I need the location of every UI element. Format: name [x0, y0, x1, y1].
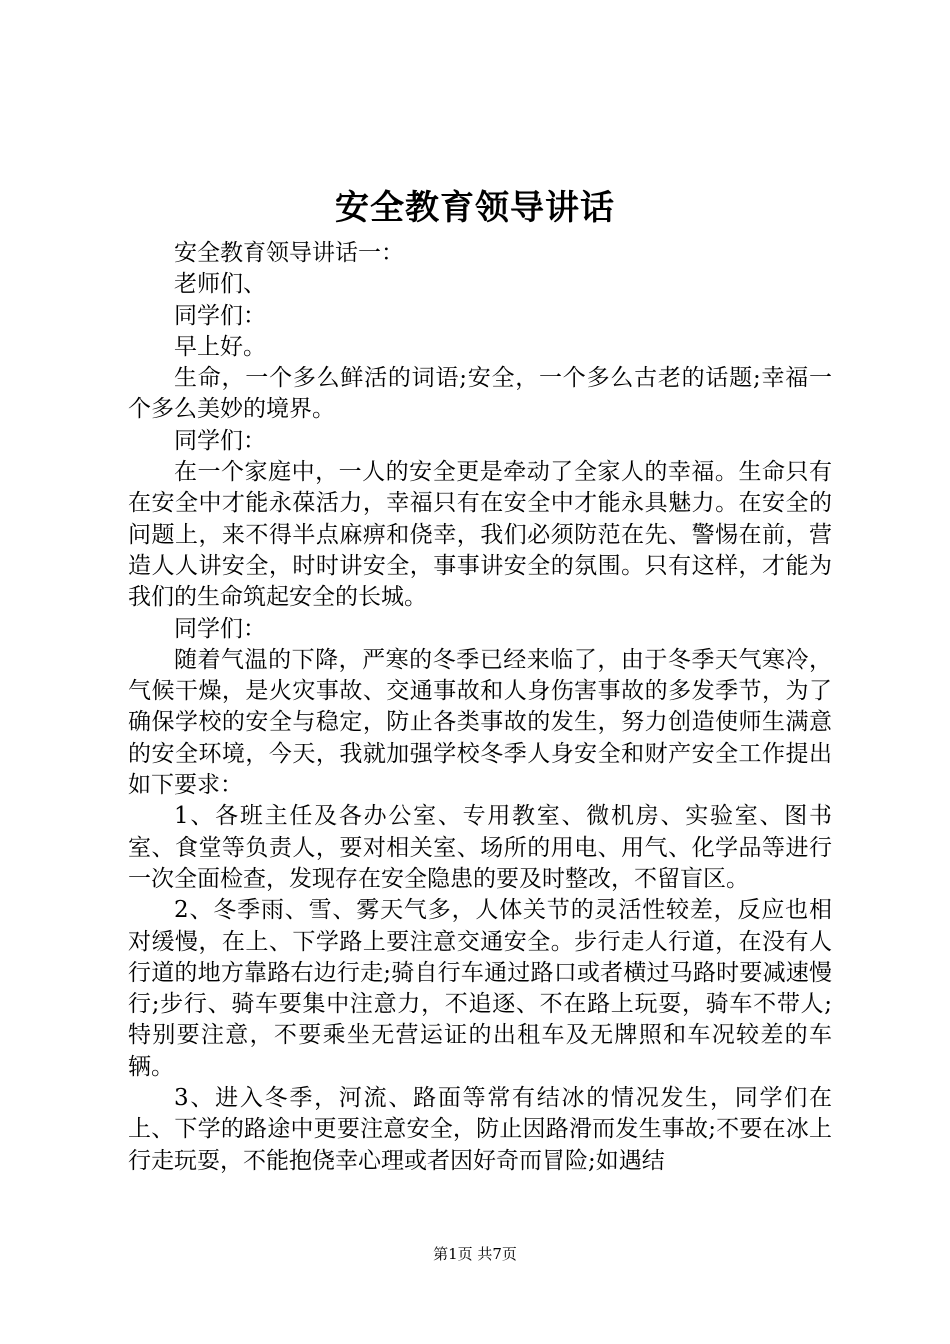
paragraph-salutation-students: 同学们：: [174, 302, 266, 329]
paragraph-salutation-teachers: 老师们、: [174, 271, 266, 298]
paragraph-item-1: 1、各班主任及各办公室、专用教室、微机房、实验室、图书室、食堂等负责人，要对相关室、场所的用电、用气、化学品等进行一次全面检查，发现存在安全隐患的要及时整改，不留盲区。: [128, 803, 832, 892]
paragraph-item-3: 3、进入冬季，河流、路面等常有结冰的情况发生，同学们在上、下学的路途中更要注意安全，防止因路滑而发生事故;不要在冰上行走玩耍，不能抱侥幸心理或者因好奇而冒险;如遇结: [128, 1085, 832, 1174]
paragraph-life: 生命，一个多么鲜活的词语;安全，一个多么古老的话题;幸福一个多么美妙的境界。: [128, 365, 832, 423]
paragraph-salutation-students-2: 同学们：: [174, 427, 266, 454]
paragraph-item-2: 2、冬季雨、雪、雾天气多，人体关节的灵活性较差，反应也相对缓慢，在上、下学路上要注意交通安全。步行走人行道，在没有人行道的地方靠路右边行走;骑自行车通过路口或者横过马路时要减速慢行;步行、骑车要集中注意力，不追逐、不在路上玩耍，骑车不带人;特别要注意，不要乘坐无营运证的出租车及无牌照和车况较差的车辆。: [128, 897, 832, 1080]
paragraph-greeting: 早上好。: [174, 333, 266, 360]
paragraph-winter: 随着气温的下降，严寒的冬季已经来临了，由于冬季天气寒冷，气候干燥，是火灾事故、交通事故和人身伤害事故的多发季节，为了确保学校的安全与稳定，防止各类事故的发生，努力创造使师生满意的安全环境，今天，我就加强学校冬季人身安全和财产安全工作提出如下要求：: [128, 646, 832, 799]
paragraph-family: 在一个家庭中，一人的安全更是牵动了全家人的幸福。生命只有在安全中才能永葆活力，幸福只有在安全中才能永具魅力。在安全的问题上，来不得半点麻痹和侥幸，我们必须防范在先、警惕在前，营造人人讲安全，时时讲安全，事事讲安全的氛围。只有这样，才能为我们的生命筑起安全的长城。: [128, 459, 832, 611]
paragraph-heading: 安全教育领导讲话一：: [174, 240, 404, 266]
document-title: 安全教育领导讲话: [335, 188, 615, 228]
page-footer: 第1页 共7页: [433, 1245, 517, 1263]
document-body: [128, 238, 832, 1177]
paragraph-salutation-students-3: 同学们：: [174, 615, 266, 642]
